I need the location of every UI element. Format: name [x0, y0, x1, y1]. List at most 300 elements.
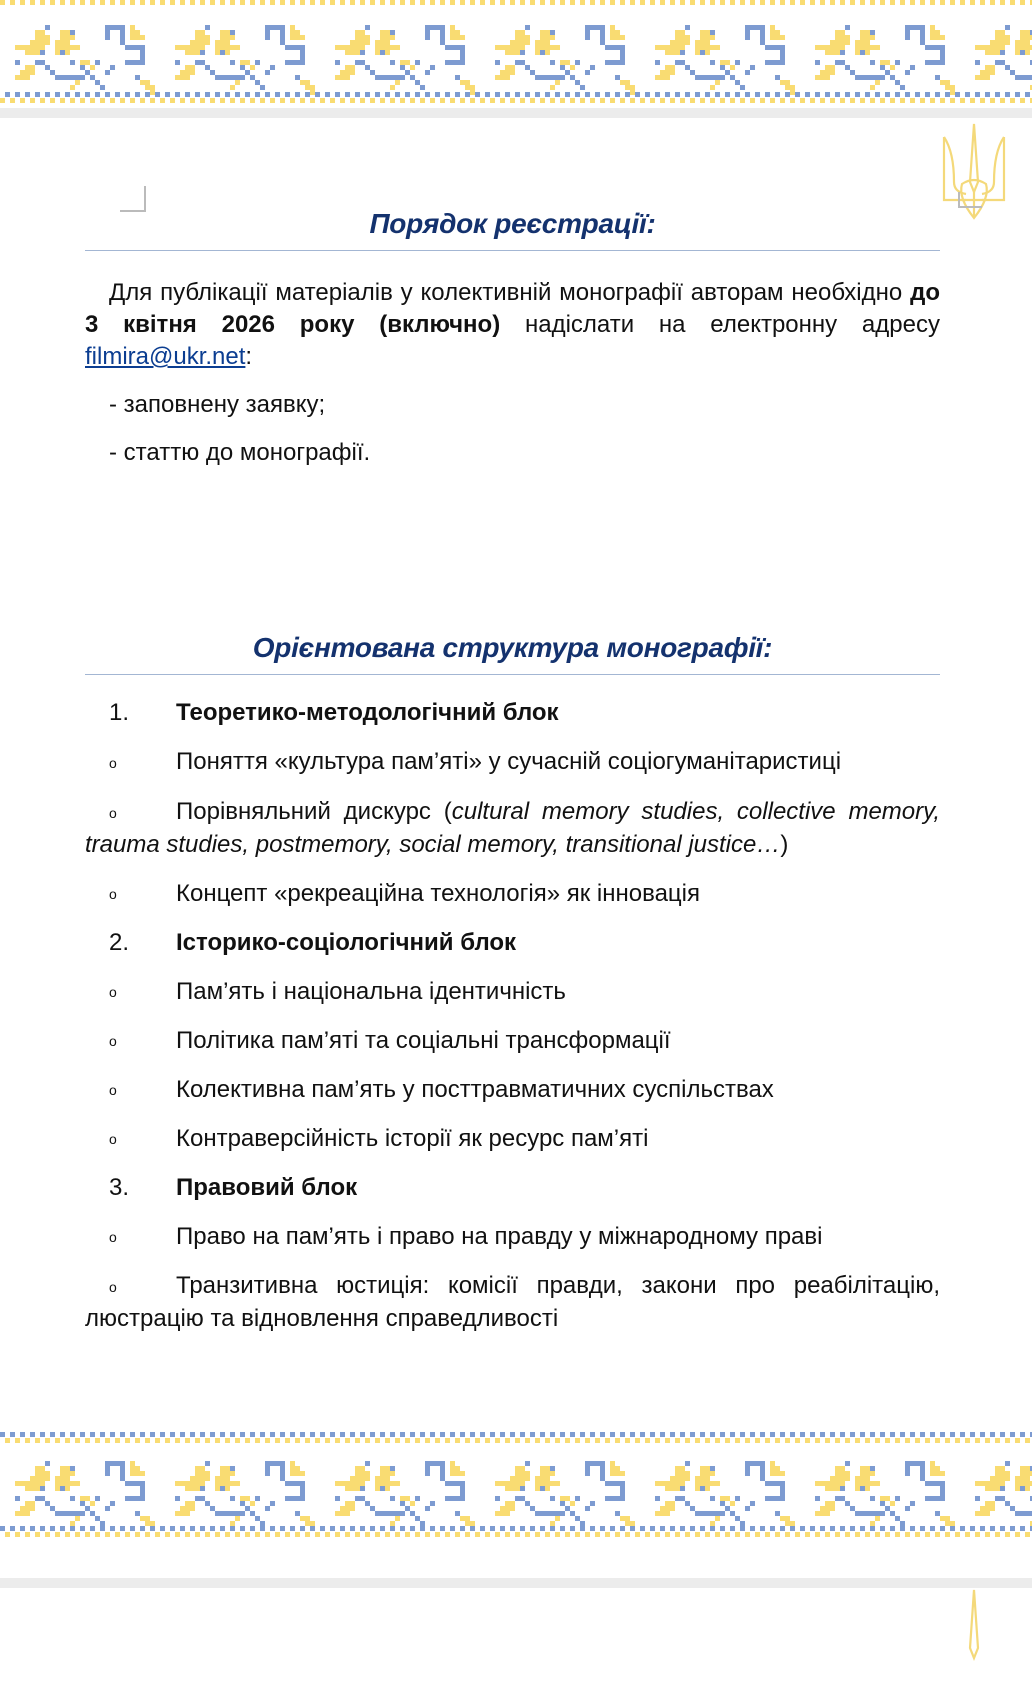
- stitch-yellow: [290, 25, 295, 30]
- border-stitch: [120, 1432, 125, 1437]
- stitch-yellow: [195, 1471, 200, 1476]
- stitch-yellow: [310, 90, 315, 95]
- stitch-yellow: [310, 1521, 315, 1526]
- embroidery-pattern: [0, 1430, 1032, 1538]
- stitch-blue: [295, 1511, 300, 1516]
- stitch-yellow: [935, 1466, 940, 1471]
- border-stitch: [290, 98, 295, 103]
- stitch-yellow: [295, 1466, 300, 1471]
- stitch-blue: [285, 1481, 290, 1486]
- stitch-blue: [455, 60, 460, 65]
- stitch-yellow: [35, 1486, 40, 1491]
- border-stitch: [555, 1532, 560, 1537]
- border-stitch: [510, 1526, 515, 1531]
- stitch-blue: [355, 60, 360, 65]
- border-stitch: [240, 1432, 245, 1437]
- stitch-blue: [60, 50, 65, 55]
- bullet-icon: o: [109, 805, 117, 821]
- stitch-yellow: [60, 30, 65, 35]
- stitch-blue: [685, 25, 690, 30]
- stitch-blue: [615, 1496, 620, 1501]
- stitch-blue: [1005, 1501, 1010, 1506]
- border-stitch: [630, 0, 635, 5]
- border-stitch: [810, 98, 815, 103]
- stitch-yellow: [180, 70, 185, 75]
- border-stitch: [505, 92, 510, 97]
- stitch-yellow: [835, 1466, 840, 1471]
- border-stitch: [260, 0, 265, 5]
- stitch-yellow: [465, 1521, 470, 1526]
- border-stitch: [790, 1432, 795, 1437]
- border-stitch: [355, 92, 360, 97]
- stitch-yellow: [930, 1461, 935, 1466]
- stitch-blue: [735, 1516, 740, 1521]
- border-stitch: [110, 1526, 115, 1531]
- stitch-yellow: [525, 40, 530, 45]
- stitch-blue: [135, 75, 140, 80]
- border-stitch: [10, 1526, 15, 1531]
- item-text: Колективна пам’ять у посттравматичних суспільствах: [176, 1076, 774, 1103]
- border-stitch: [280, 98, 285, 103]
- border-stitch: [970, 1432, 975, 1437]
- stitch-yellow: [705, 30, 710, 35]
- stitch-yellow: [770, 25, 775, 30]
- stitch-yellow: [785, 1516, 790, 1521]
- stitch-blue: [520, 50, 525, 55]
- email-link[interactable]: filmira@ukr.net: [85, 343, 246, 370]
- stitch-blue: [620, 60, 625, 65]
- stitch-blue: [250, 1511, 255, 1516]
- stitch-yellow: [985, 1506, 990, 1511]
- stitch-yellow: [230, 1521, 235, 1526]
- border-stitch: [525, 92, 530, 97]
- stitch-yellow: [985, 1486, 990, 1491]
- stitch-yellow: [865, 1486, 870, 1491]
- stitch-yellow: [665, 70, 670, 75]
- stitch-yellow: [500, 75, 505, 80]
- stitch-blue: [895, 80, 900, 85]
- stitch-blue: [460, 1481, 465, 1486]
- border-stitch: [550, 1432, 555, 1437]
- stitch-yellow: [680, 1466, 685, 1471]
- bullet-icon: o: [109, 1279, 117, 1295]
- stitch-yellow: [290, 1471, 295, 1476]
- stitch-blue: [95, 60, 100, 65]
- stitch-yellow: [40, 40, 45, 45]
- stitch-yellow: [990, 1476, 995, 1481]
- border-stitch: [340, 1526, 345, 1531]
- border-stitch: [950, 98, 955, 103]
- stitch-blue: [220, 1511, 225, 1516]
- stitch-yellow: [620, 1471, 625, 1476]
- border-stitch: [480, 98, 485, 103]
- list-item: [85, 1123, 940, 1155]
- stitch-yellow: [360, 1471, 365, 1476]
- stitch-yellow: [1025, 1476, 1030, 1481]
- border-stitch: [165, 1438, 170, 1443]
- border-stitch: [975, 1438, 980, 1443]
- stitch-yellow: [980, 75, 985, 80]
- stitch-blue: [860, 1511, 865, 1516]
- stitch-blue: [265, 30, 270, 35]
- stitch-yellow: [290, 35, 295, 40]
- stitch-blue: [885, 70, 890, 75]
- stitch-yellow: [545, 30, 550, 35]
- border-stitch: [1010, 1526, 1015, 1531]
- stitch-yellow: [505, 1501, 510, 1506]
- border-stitch: [860, 1526, 865, 1531]
- stitch-yellow: [560, 60, 565, 65]
- stitch-blue: [110, 1461, 115, 1466]
- border-stitch: [110, 0, 115, 5]
- stitch-blue: [40, 1496, 45, 1501]
- border-stitch: [720, 98, 725, 103]
- stitch-blue: [760, 30, 765, 35]
- border-stitch: [335, 92, 340, 97]
- stitch-blue: [270, 25, 275, 30]
- border-stitch: [245, 92, 250, 97]
- block-heading: [109, 927, 940, 959]
- stitch-blue: [495, 1496, 500, 1501]
- border-stitch: [350, 0, 355, 5]
- stitch-blue: [370, 1506, 375, 1511]
- border-stitch: [765, 1532, 770, 1537]
- border-stitch: [1005, 1438, 1010, 1443]
- border-stitch: [155, 1532, 160, 1537]
- stitch-yellow: [660, 70, 665, 75]
- stitch-blue: [775, 75, 780, 80]
- stitch-blue: [60, 75, 65, 80]
- stitch-blue: [125, 60, 130, 65]
- border-stitch: [225, 92, 230, 97]
- stitch-blue: [95, 80, 100, 85]
- stitch-blue: [200, 1486, 205, 1491]
- stitch-blue: [45, 25, 50, 30]
- stitch-yellow: [345, 1481, 350, 1486]
- stitch-yellow: [345, 1506, 350, 1511]
- border-stitch: [940, 1526, 945, 1531]
- stitch-yellow: [565, 60, 570, 65]
- border-stitch: [780, 1432, 785, 1437]
- stitch-yellow: [180, 1511, 185, 1516]
- stitch-yellow: [450, 30, 455, 35]
- stitch-yellow: [835, 35, 840, 40]
- border-stitch: [330, 98, 335, 103]
- border-stitch: [940, 1432, 945, 1437]
- stitch-yellow: [375, 1486, 380, 1491]
- stitch-blue: [245, 70, 250, 75]
- stitch-yellow: [20, 45, 25, 50]
- stitch-blue: [335, 60, 340, 65]
- border-stitch: [855, 1532, 860, 1537]
- border-stitch: [370, 98, 375, 103]
- stitch-yellow: [935, 35, 940, 40]
- stitch-yellow: [695, 50, 700, 55]
- stitch-yellow: [780, 35, 785, 40]
- stitch-yellow: [40, 1466, 45, 1471]
- stitch-yellow: [885, 1496, 890, 1501]
- stitch-yellow: [985, 75, 990, 80]
- border-stitch: [900, 1526, 905, 1531]
- border-stitch: [300, 1432, 305, 1437]
- border-stitch: [570, 98, 575, 103]
- stitch-blue: [585, 1471, 590, 1476]
- stitch-yellow: [1020, 40, 1025, 45]
- border-stitch: [1010, 0, 1015, 5]
- stitch-blue: [70, 1496, 75, 1501]
- stitch-yellow: [200, 30, 205, 35]
- stitch-blue: [385, 75, 390, 80]
- border-stitch: [270, 98, 275, 103]
- stitch-yellow: [30, 65, 35, 70]
- stitch-yellow: [130, 1461, 135, 1466]
- stitch-blue: [940, 60, 945, 65]
- border-stitch: [310, 0, 315, 5]
- stitch-blue: [940, 55, 945, 60]
- border-stitch: [500, 0, 505, 5]
- stitch-blue: [50, 70, 55, 75]
- stitch-yellow: [355, 40, 360, 45]
- stitch-blue: [105, 35, 110, 40]
- required-item: - заповнену заявку;: [109, 391, 326, 418]
- stitch-blue: [425, 70, 430, 75]
- border-stitch: [890, 1432, 895, 1437]
- border-stitch: [810, 1526, 815, 1531]
- stitch-blue: [760, 40, 765, 45]
- stitch-yellow: [825, 65, 830, 70]
- border-stitch: [280, 0, 285, 5]
- stitch-yellow: [840, 40, 845, 45]
- stitch-yellow: [500, 45, 505, 50]
- stitch-yellow: [535, 1476, 540, 1481]
- border-stitch: [400, 1526, 405, 1531]
- stitch-blue: [380, 75, 385, 80]
- stitch-blue: [905, 1506, 910, 1511]
- stitch-yellow: [985, 70, 990, 75]
- border-stitch: [700, 98, 705, 103]
- stitch-yellow: [995, 50, 1000, 55]
- stitch-blue: [935, 1496, 940, 1501]
- stitch-yellow: [1025, 45, 1030, 50]
- stitch-blue: [920, 25, 925, 30]
- stitch-yellow: [1025, 40, 1030, 45]
- border-stitch: [90, 1432, 95, 1437]
- stitch-blue: [710, 1511, 715, 1516]
- border-stitch: [215, 1438, 220, 1443]
- block-heading: [109, 1172, 940, 1204]
- border-stitch: [635, 1438, 640, 1443]
- stitch-yellow: [665, 50, 670, 55]
- stitch-yellow: [710, 1471, 715, 1476]
- border-stitch: [345, 1532, 350, 1537]
- stitch-yellow: [75, 45, 80, 50]
- stitch-yellow: [25, 50, 30, 55]
- stitch-blue: [280, 1471, 285, 1476]
- stitch-blue: [440, 35, 445, 40]
- stitch-blue: [40, 50, 45, 55]
- stitch-yellow: [350, 1476, 355, 1481]
- stitch-yellow: [995, 35, 1000, 40]
- border-stitch: [755, 1532, 760, 1537]
- border-stitch: [435, 92, 440, 97]
- stitch-blue: [555, 75, 560, 80]
- stitch-yellow: [700, 1471, 705, 1476]
- stitch-blue: [620, 1496, 625, 1501]
- stitch-yellow: [995, 45, 1000, 50]
- border-stitch: [595, 1438, 600, 1443]
- border-stitch: [955, 1438, 960, 1443]
- border-stitch: [900, 1432, 905, 1437]
- block-title: Теоретико-методологічний блок: [176, 699, 559, 726]
- stitch-yellow: [290, 1461, 295, 1466]
- border-stitch: [530, 1432, 535, 1437]
- border-stitch: [490, 1432, 495, 1437]
- stitch-blue: [60, 1486, 65, 1491]
- stitch-blue: [460, 1486, 465, 1491]
- stitch-yellow: [85, 60, 90, 65]
- stitch-yellow: [380, 1476, 385, 1481]
- border-stitch: [870, 98, 875, 103]
- stitch-blue: [880, 65, 885, 70]
- stitch-yellow: [380, 1481, 385, 1486]
- stitch-yellow: [220, 1466, 225, 1471]
- stitch-blue: [260, 1521, 265, 1526]
- item-text: Контраверсійність історії як ресурс пам’яті: [176, 1125, 649, 1152]
- stitch-blue: [895, 60, 900, 65]
- border-stitch: [190, 1432, 195, 1437]
- stitch-blue: [995, 1496, 1000, 1501]
- stitch-blue: [120, 35, 125, 40]
- stitch-yellow: [625, 80, 630, 85]
- stitch-yellow: [830, 50, 835, 55]
- stitch-blue: [1005, 25, 1010, 30]
- stitch-yellow: [25, 1486, 30, 1491]
- item-text: ): [780, 831, 789, 858]
- stitch-yellow: [40, 45, 45, 50]
- stitch-yellow: [345, 1511, 350, 1516]
- border-stitch: [0, 1526, 5, 1531]
- stitch-blue: [840, 50, 845, 55]
- border-stitch: [545, 1438, 550, 1443]
- stitch-blue: [105, 1466, 110, 1471]
- border-stitch: [305, 1438, 310, 1443]
- stitch-blue: [865, 1511, 870, 1516]
- border-stitch: [895, 92, 900, 97]
- stitch-blue: [545, 75, 550, 80]
- stitch-blue: [540, 1511, 545, 1516]
- stitch-yellow: [240, 1496, 245, 1501]
- border-stitch: [230, 1526, 235, 1531]
- border-stitch: [70, 0, 75, 5]
- border-stitch: [300, 98, 305, 103]
- stitch-blue: [940, 1486, 945, 1491]
- border-stitch: [35, 92, 40, 97]
- stitch-blue: [565, 1506, 570, 1511]
- border-stitch: [70, 1432, 75, 1437]
- border-stitch: [180, 1526, 185, 1531]
- stitch-blue: [700, 75, 705, 80]
- stitch-yellow: [45, 40, 50, 45]
- border-stitch: [725, 1438, 730, 1443]
- stitch-blue: [1015, 75, 1020, 80]
- border-stitch: [460, 1526, 465, 1531]
- stitch-blue: [840, 60, 845, 65]
- stitch-yellow: [390, 1471, 395, 1476]
- border-stitch: [360, 1526, 365, 1531]
- stitch-blue: [585, 1461, 590, 1466]
- stitch-blue: [105, 1471, 110, 1476]
- stitch-blue: [1000, 1496, 1005, 1501]
- stitch-blue: [295, 45, 300, 50]
- stitch-blue: [925, 45, 930, 50]
- stitch-yellow: [390, 45, 395, 50]
- stitch-blue: [1005, 1461, 1010, 1466]
- border-stitch: [960, 0, 965, 5]
- border-stitch: [955, 92, 960, 97]
- page-gap: [0, 1578, 1032, 1588]
- border-stitch: [255, 92, 260, 97]
- border-stitch: [830, 0, 835, 5]
- border-stitch: [705, 92, 710, 97]
- border-stitch: [960, 98, 965, 103]
- stitch-blue: [125, 1481, 130, 1486]
- border-stitch: [635, 92, 640, 97]
- border-stitch: [650, 1526, 655, 1531]
- stitch-yellow: [555, 1516, 560, 1521]
- stitch-yellow: [80, 60, 85, 65]
- border-stitch: [395, 92, 400, 97]
- stitch-blue: [845, 65, 850, 70]
- stitch-yellow: [175, 75, 180, 80]
- border-stitch: [415, 1438, 420, 1443]
- stitch-yellow: [1005, 40, 1010, 45]
- stitch-yellow: [695, 1486, 700, 1491]
- stitch-yellow: [375, 1481, 380, 1486]
- stitch-yellow: [865, 1471, 870, 1476]
- border-stitch: [15, 92, 20, 97]
- stitch-yellow: [930, 1466, 935, 1471]
- stitch-yellow: [40, 1481, 45, 1486]
- stitch-yellow: [190, 1501, 195, 1506]
- border-stitch: [855, 92, 860, 97]
- stitch-yellow: [380, 45, 385, 50]
- border-stitch: [170, 1526, 175, 1531]
- border-stitch: [450, 1432, 455, 1437]
- stitch-yellow: [25, 1506, 30, 1511]
- stitch-yellow: [470, 1521, 475, 1526]
- border-stitch: [250, 1526, 255, 1531]
- stitch-blue: [460, 55, 465, 60]
- stitch-blue: [290, 60, 295, 65]
- border-stitch: [585, 92, 590, 97]
- stitch-yellow: [815, 1481, 820, 1486]
- border-stitch: [445, 1532, 450, 1537]
- stitch-yellow: [985, 1501, 990, 1506]
- border-stitch: [450, 1526, 455, 1531]
- stitch-yellow: [65, 35, 70, 40]
- stitch-blue: [120, 1461, 125, 1466]
- stitch-blue: [15, 60, 20, 65]
- stitch-yellow: [670, 1486, 675, 1491]
- stitch-yellow: [880, 60, 885, 65]
- stitch-yellow: [670, 1476, 675, 1481]
- stitch-yellow: [700, 40, 705, 45]
- stitch-blue: [845, 1461, 850, 1466]
- stitch-blue: [240, 75, 245, 80]
- border-stitch: [545, 92, 550, 97]
- stitch-yellow: [665, 75, 670, 80]
- stitch-blue: [70, 75, 75, 80]
